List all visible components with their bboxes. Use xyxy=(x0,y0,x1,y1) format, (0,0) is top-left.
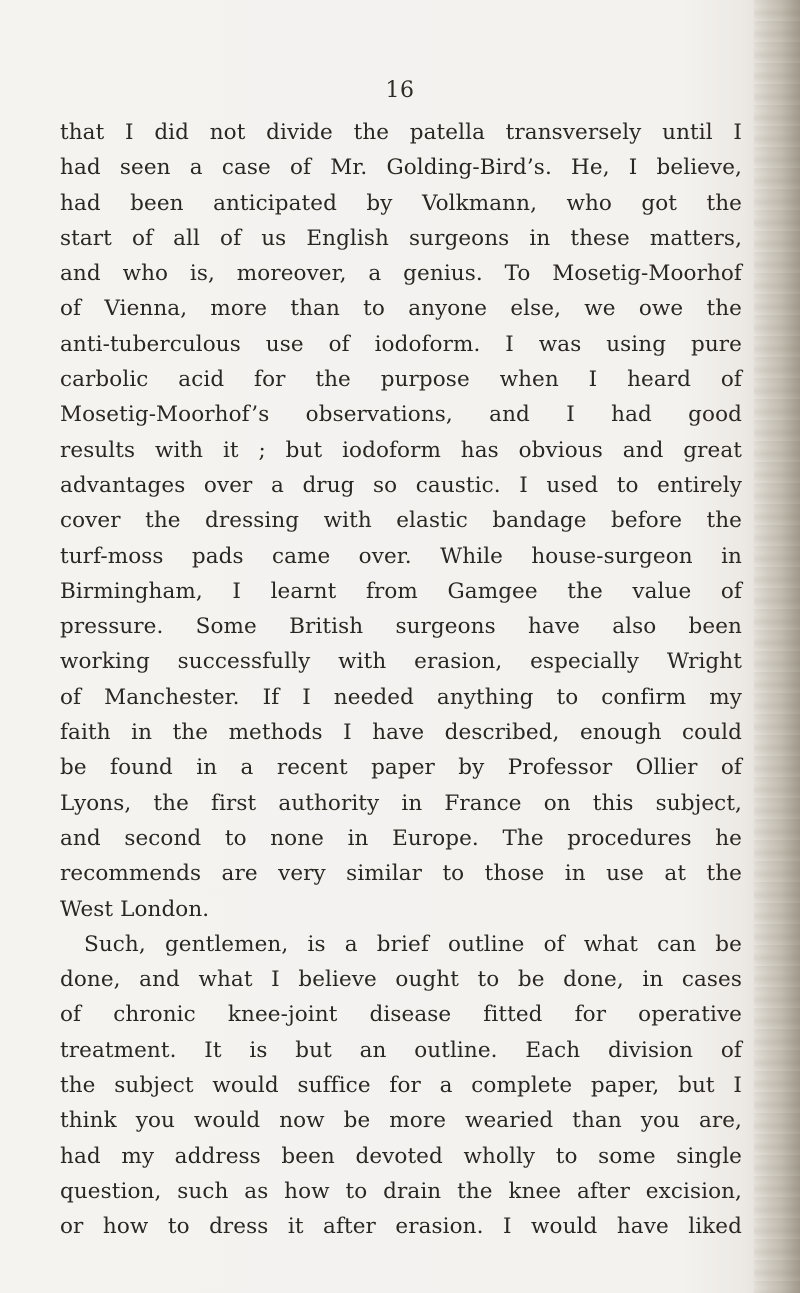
text-line: cover the dressing with elastic bandage before the xyxy=(60,508,742,534)
text-line: had seen a case of Mr. Golding-Bird’s. He, I believe, xyxy=(60,155,742,181)
text-line: carbolic acid for the purpose when I heard of xyxy=(60,367,742,393)
text-line: of Manchester. If I needed anything to confirm my xyxy=(60,684,742,710)
text-line: and second to none in Europe. The procedures he xyxy=(60,825,742,851)
text-line: had been anticipated by Volkmann, who got the xyxy=(60,190,742,216)
text-line: and who is, moreover, a genius. To Mosetig-Moorhof xyxy=(60,261,742,287)
page-number: 16 xyxy=(385,78,415,103)
text-line: had my address been devoted wholly to some single xyxy=(60,1143,742,1169)
text-line: question, such as how to drain the knee after excision, xyxy=(60,1178,742,1204)
text-line: Lyons, the first authority in France on this subject, xyxy=(60,790,742,816)
text-line: working successfully with erasion, especially Wright xyxy=(60,649,742,675)
text-line-paragraph-end: West London. xyxy=(60,896,210,922)
page-edge-shadow xyxy=(754,0,800,1293)
text-line: done, and what I believe ought to be done, in cases xyxy=(60,967,742,993)
text-line: faith in the methods I have described, enough could xyxy=(60,720,742,746)
text-line: pressure. Some British surgeons have also been xyxy=(60,614,742,640)
text-line: or how to dress it after erasion. I would have liked xyxy=(60,1214,742,1240)
body-text xyxy=(60,115,742,1245)
text-line-paragraph-start: Such, gentlemen, is a brief outline of what can be xyxy=(84,931,742,957)
text-line: of Vienna, more than to anyone else, we owe the xyxy=(60,296,742,322)
text-line: treatment. It is but an outline. Each division of xyxy=(60,1037,742,1063)
text-line: results with it ; but iodoform has obvious and great xyxy=(60,437,742,463)
text-line: the subject would suffice for a complete paper, but I xyxy=(60,1073,742,1099)
text-line: advantages over a drug so caustic. I used to entirely xyxy=(60,472,742,498)
text-line: anti-tuberculous use of iodoform. I was using pure xyxy=(60,331,742,357)
text-line: recommends are very similar to those in use at the xyxy=(60,861,742,887)
text-line: think you would now be more wearied than you are, xyxy=(60,1108,742,1134)
text-line: turf-moss pads came over. While house-surgeon in xyxy=(60,543,742,569)
text-line: that I did not divide the patella transversely until I xyxy=(60,120,742,145)
text-line: Mosetig-Moorhof’s observations, and I had good xyxy=(60,402,742,428)
text-line: start of all of us English surgeons in these matters, xyxy=(60,225,742,251)
text-line: be found in a recent paper by Professor Ollier of xyxy=(60,755,742,781)
text-line: Birmingham, I learnt from Gamgee the value of xyxy=(60,578,742,604)
text-line: of chronic knee-joint disease fitted for operative xyxy=(60,1002,742,1028)
